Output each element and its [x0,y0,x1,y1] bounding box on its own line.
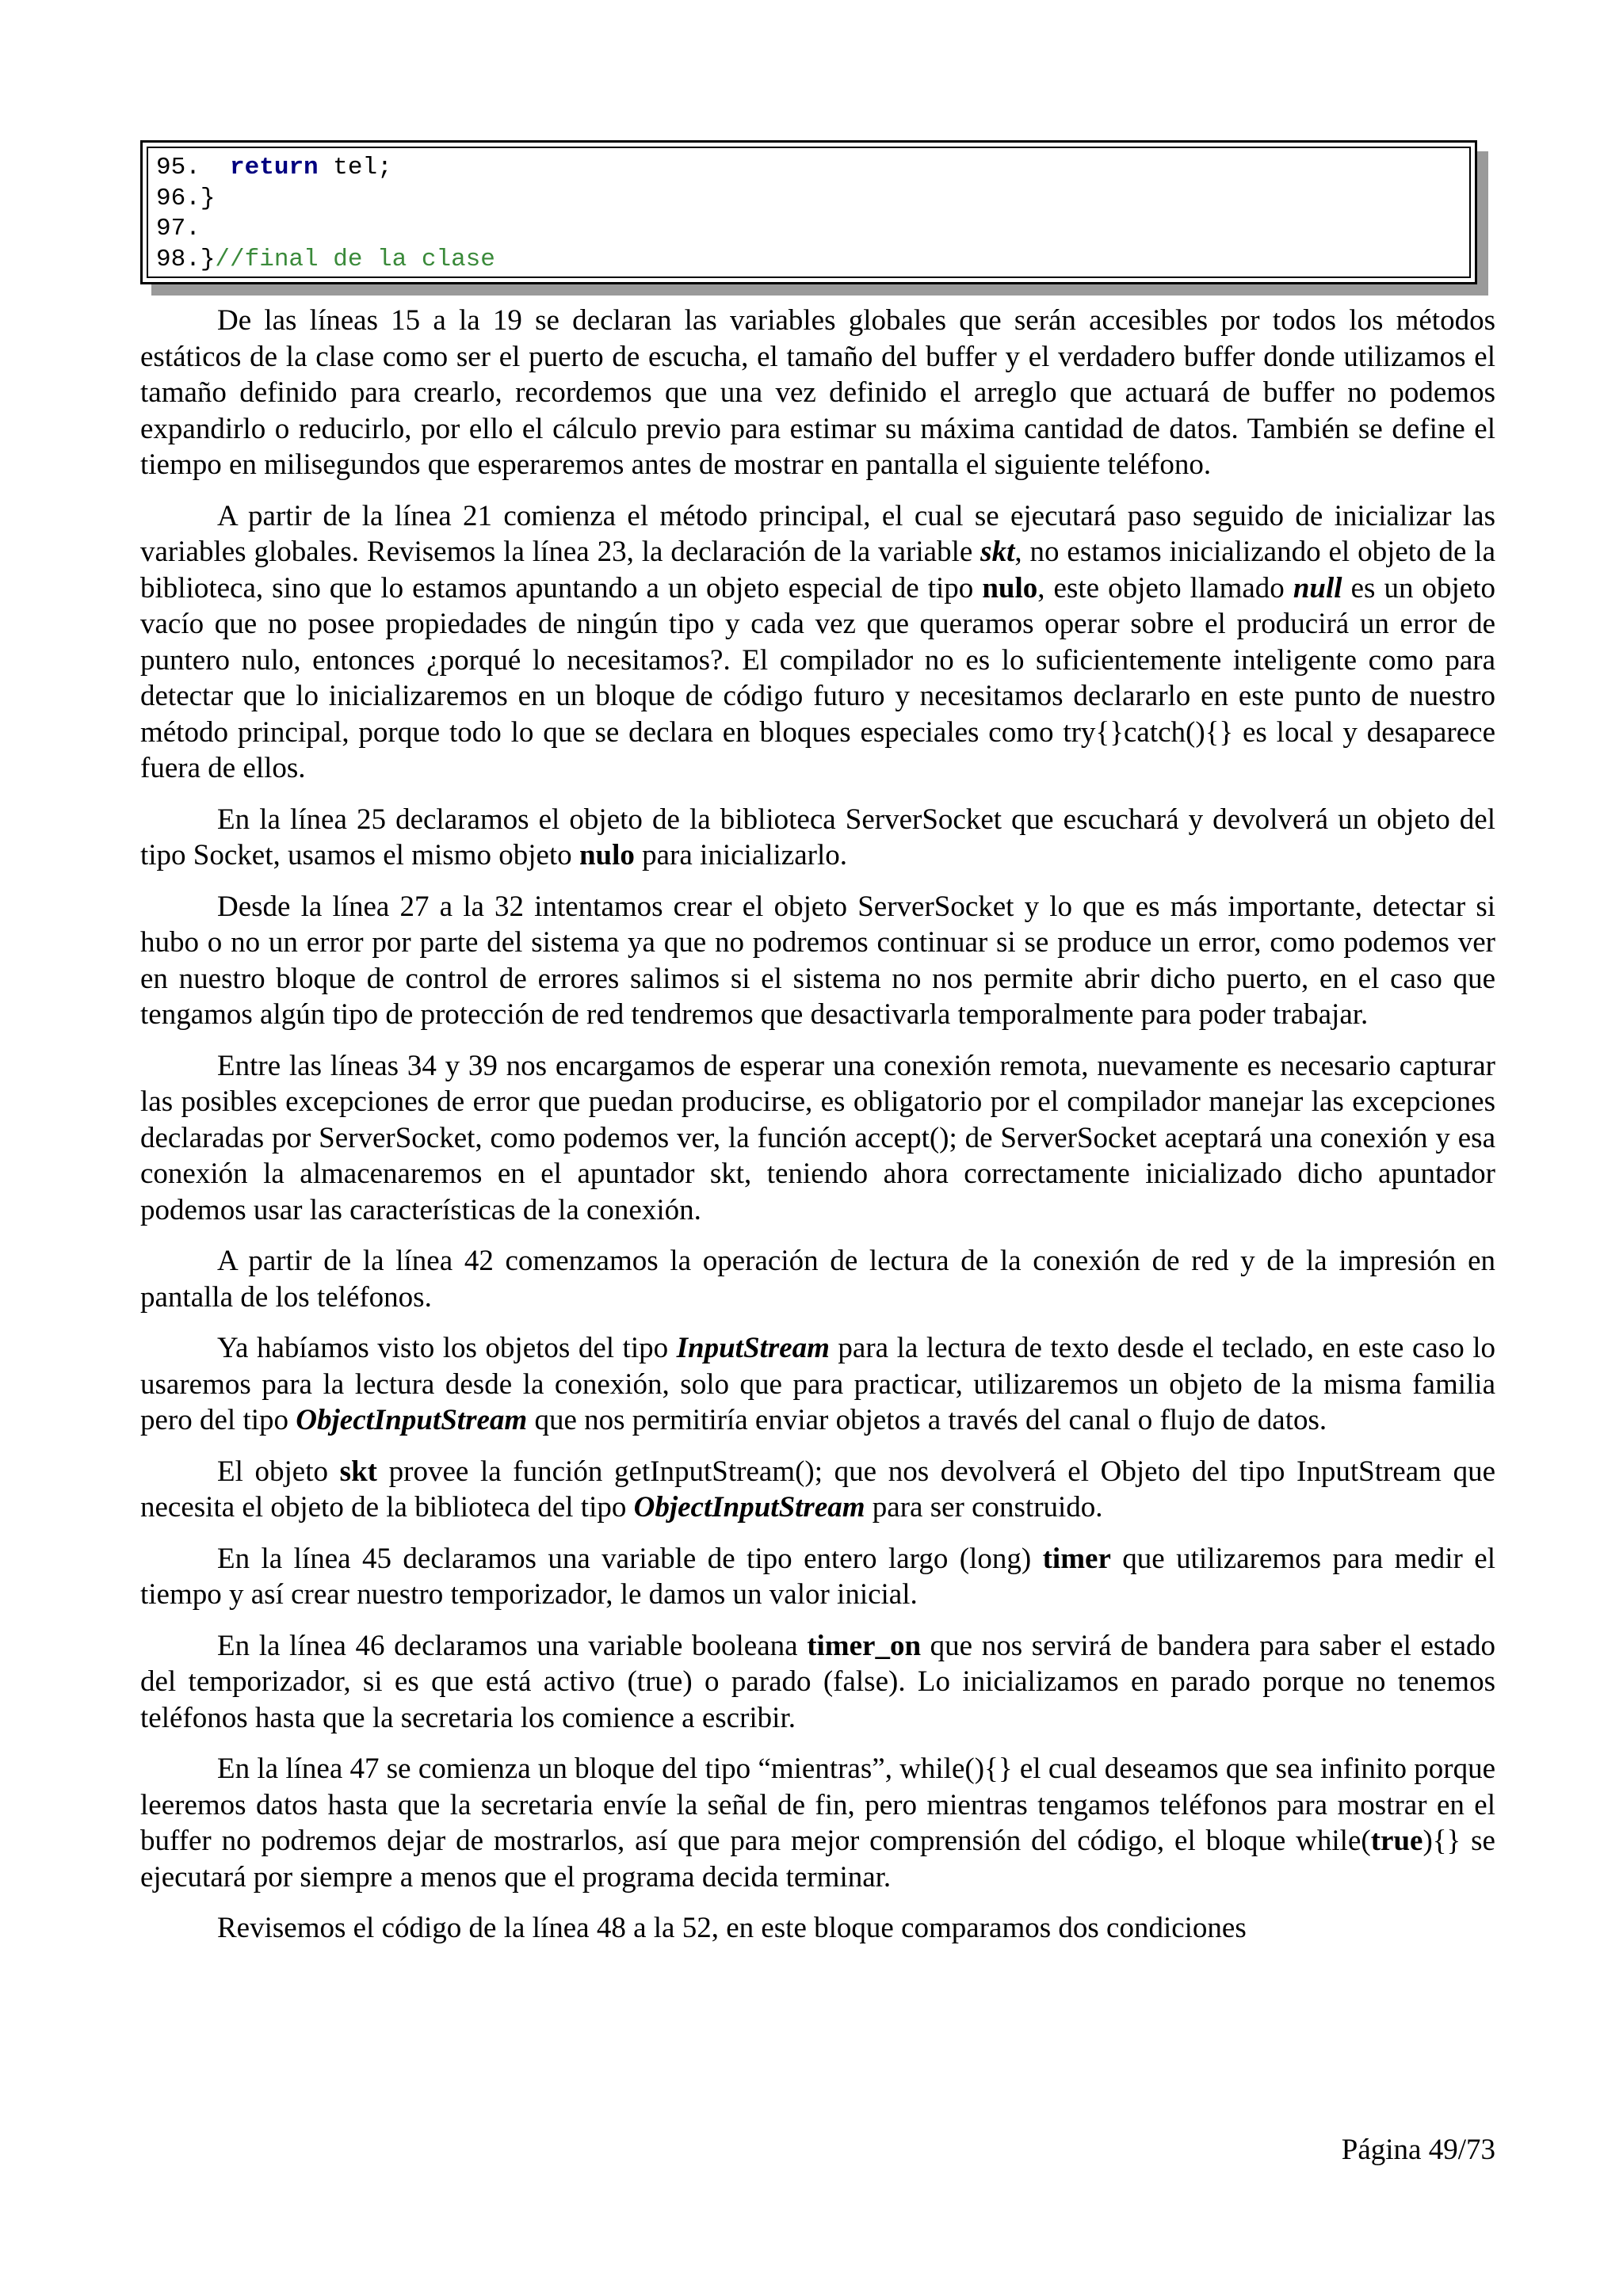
paragraph-text: , no estamos inicializando el objeto de la biblioteca, sino que lo estamos apuntando a un objeto especial de tipo [140,536,1495,605]
bold-term: timer_on [807,1629,922,1662]
paragraph [140,1751,1495,1895]
paragraph-text: que nos servirá de bandera para saber el estado del temporizador, si es que está activo (true) o parado (false). Lo inicializamos en parado porque no tenemos teléfonos hasta que la secretaria los comience a escribir. [140,1629,1495,1734]
code-listing-frame [140,140,1477,284]
paragraph [140,1910,1495,1947]
code-line [156,245,1461,276]
paragraph [140,1454,1495,1526]
paragraph [140,1541,1495,1613]
bold-term: timer [1042,1542,1111,1575]
code-listing [140,140,1477,284]
paragraph-text: es un objeto vacío que no posee propiedades de ningún tipo y cada vez que queramos operar sobre el producirá un error de puntero nulo, entonces ¿porqué lo necesitamos?. El compilador no es lo suficientemente inteligente como para detectar que lo inicializaremos en un bloque de código futuro y necesitamos declararlo en este punto de nuestro método principal, porque todo lo que se declara en bloques especiales como try{}catch(){} es local y desaparece fuera de ellos. [140,571,1495,784]
code-line [156,153,1461,184]
page-number: Página 49/73 [1341,2134,1495,2166]
code-text: tel; [318,154,392,181]
paragraph [140,1048,1495,1229]
bold-term: skt [339,1455,377,1488]
code-line-number: 95. [156,154,200,181]
paragraph [140,802,1495,874]
paragraph [140,1243,1495,1315]
bold-italic-term: ObjectInputStream [633,1491,865,1524]
code-line-number: 97. [156,215,200,242]
bold-italic-term: ObjectInputStream [296,1404,528,1436]
body-text [140,303,1495,1962]
paragraph-text: que utilizaremos para medir el tiempo y así crear nuestro temporizador, le damos un valor inicial. [140,1542,1495,1611]
paragraph-text: En la línea 25 declaramos el objeto de la biblioteca ServerSocket que escuchará y devolverá un objeto del tipo Socket, usamos el mismo objeto [140,803,1495,871]
paragraph-text: para ser construido. [865,1491,1103,1524]
paragraph [140,1628,1495,1737]
code-indent [200,154,230,181]
paragraph-text: ){} se ejecutará por siempre a menos que el programa decida terminar. [140,1825,1495,1894]
code-line [156,214,1461,245]
paragraph-text: De las líneas 15 a la 19 se declaran las variables globales que serán accesibles por todos los métodos estáticos de la clase como ser el puerto de escucha, el tamaño del buffer y el verdadero buffer donde utilizamos el tamaño definido para crearlo, recordemos que una vez definido el arreglo que actuará de buffer no podemos expandirlo o reducirlo, por ello el cálculo previo para estimar su máxima cantidad de datos. También se define el tiempo en milisegundos que esperaremos antes de mostrar en pantalla el siguiente teléfono. [140,304,1495,481]
paragraph-text: El objeto [217,1455,340,1488]
code-keyword: return [230,154,319,181]
code-comment: //final de la clase [215,245,495,273]
paragraph-text: A partir de la línea 42 comenzamos la operación de lectura de la conexión de red y de la impresión en pantalla de los teléfonos. [140,1245,1495,1314]
paragraph-text: A partir de la línea 21 comienza el método principal, el cual se ejecutará paso seguido de inicializar las variables globales. Revisemos la línea 23, la declaración de la variable [140,499,1495,568]
paragraph-text: En la línea 46 declaramos una variable booleana [217,1629,808,1662]
paragraph-text: Entre las líneas 34 y 39 nos encargamos de esperar una conexión remota, nuevamente es necesario capturar las posibles excepciones de error que puedan producirse, es obligatorio por el compilador manejar las excepciones declaradas por ServerSocket, como podemos ver, la función accept(); de ServerSocket aceptará una conexión y esa conexión la almacenaremos en el apuntador skt, teniendo ahora correctamente inicializado dicho apuntador podemos usar las características de la conexión. [140,1049,1495,1226]
paragraph [140,303,1495,483]
paragraph-text: Desde la línea 27 a la 32 intentamos crear el objeto ServerSocket y lo que es más importante, detectar si hubo o no un error por parte del sistema ya que no podremos continuar si se produce un error, como podemos ver en nuestro bloque de control de errores salimos si el sistema no nos permite abrir dicho puerto, en el caso que tengamos algún tipo de protección de red tendremos que desactivarla temporalmente para poder trabajar. [140,890,1495,1031]
paragraph-text: que nos permitiría enviar objetos a través del canal o flujo de datos. [527,1404,1327,1436]
code-line [156,184,1461,215]
paragraph-text: para inicializarlo. [634,839,847,871]
paragraph-text: , este objeto llamado [1037,571,1293,605]
code-text: } [200,245,216,273]
paragraph-text: Ya habíamos visto los objetos del tipo [217,1332,677,1364]
bold-italic-term: InputStream [676,1332,830,1364]
paragraph-text: Revisemos el código de la línea 48 a la 52, en este bloque comparamos dos condiciones [217,1912,1247,1944]
bold-italic-term: null [1293,571,1342,605]
paragraph-text: para la lectura de texto desde el teclado, en este caso lo usaremos para la lectura desde la conexión, solo que para practicar, utilizaremos un objeto de la misma familia pero del tipo [140,1332,1495,1436]
paragraph-text: provee la función getInputStream(); que nos devolverá el Objeto del tipo InputStream que necesita el objeto de la biblioteca del tipo [140,1455,1495,1524]
code-text: } [200,184,216,212]
paragraph [140,889,1495,1033]
bold-term: nulo [579,839,635,871]
code-line-number: 96. [156,184,200,212]
paragraph [140,1330,1495,1439]
paragraph-text: En la línea 45 declaramos una variable de tipo entero largo (long) [217,1542,1043,1575]
bold-term: nulo [982,571,1038,605]
code-line-number: 98. [156,245,200,273]
bold-italic-term: skt [980,536,1015,568]
paragraph-text: En la línea 47 se comienza un bloque del tipo “mientras”, while(){} el cual deseamos que sea infinito porque leeremos datos hasta que la secretaria envíe la señal de fin, pero mientras tengamos teléfonos para mostrar en el buffer no podremos dejar de mostrarlos, así que para mejor comprensión del código, el bloque while( [140,1753,1495,1857]
bold-term: true [1370,1825,1423,1857]
paragraph [140,498,1495,787]
code-listing-body [147,147,1471,278]
